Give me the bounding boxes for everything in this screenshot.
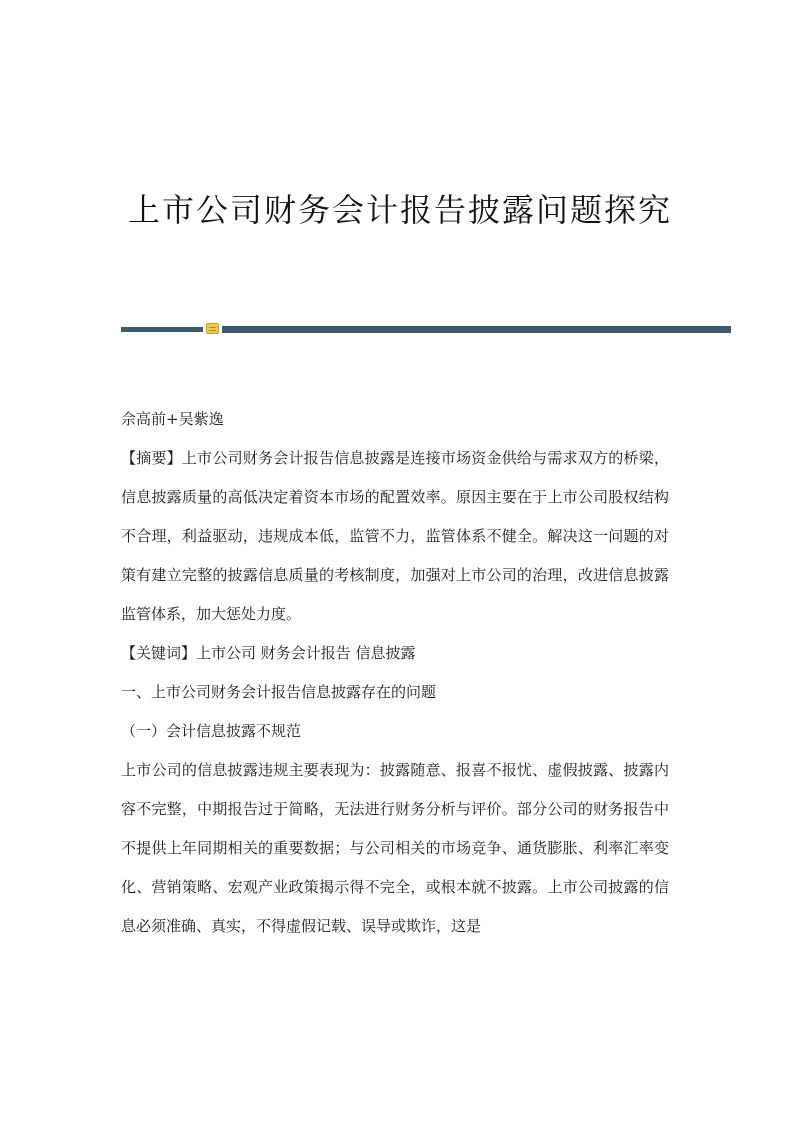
title-divider bbox=[121, 325, 731, 333]
subsection-heading: （一）会计信息披露不规范 bbox=[121, 722, 302, 740]
keywords-line: 【关键词】上市公司 财务会计报告 信息披露 bbox=[121, 644, 416, 662]
document-body bbox=[121, 400, 669, 946]
section-heading: 一、上市公司财务会计报告信息披露存在的问题 bbox=[121, 683, 437, 701]
divider-bar-left bbox=[121, 327, 203, 332]
body-paragraph: 上市公司的信息披露违规主要表现为：披露随意、报喜不报忧、虚假披露、披露内容不完整，中期报告过于简略，无法进行财务分析与评价。部分公司的财务报告中不提供上年同期相关的重要数据；与公司相关的市场竞争、通货膨胀、利率汇率变化、营销策略、宏观产业政策揭示得不完全，或根本就不披露。上市公司披露的信息必须准确、真实，不得虚假记载、误导或欺诈，这是 bbox=[121, 761, 669, 935]
abstract-paragraph: 【摘要】上市公司财务会计报告信息披露是连接市场资金供给与需求双方的桥梁，信息披露质量的高低决定着资本市场的配置效率。原因主要在于上市公司股权结构不合理，利益驱动，违规成本低，监管不力，监管体系不健全。解决这一问题的对策有建立完整的披露信息质量的考核制度，加强对上市公司的治理，改进信息披露监管体系，加大惩处力度。 bbox=[121, 449, 669, 623]
divider-emblem-icon bbox=[206, 323, 219, 334]
author-line: 佘高前+吴紫逸 bbox=[121, 410, 224, 428]
divider-bar-right bbox=[222, 326, 731, 333]
document-title: 上市公司财务会计报告披露问题探究 bbox=[127, 191, 672, 229]
